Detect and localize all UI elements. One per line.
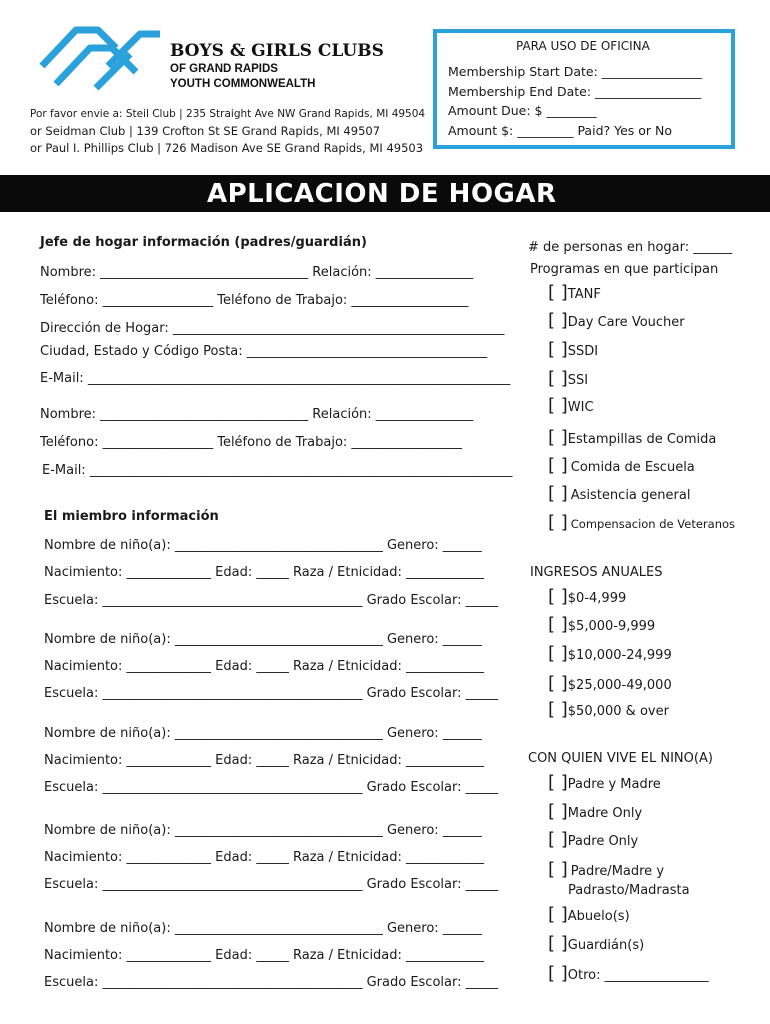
income-option-25000-49000[interactable]: [ ]$25,000-49,000 (548, 673, 672, 694)
program-checkbox-veterans[interactable]: [ ] Compensacion de Veteranos (548, 512, 736, 533)
address-line-2: or Seidman Club | 139 Crofton St SE Grand Rapids, MI 49507 (30, 124, 381, 138)
membership-end-field[interactable]: Membership End Date: _________________ (448, 84, 702, 99)
lives-with-heading: CON QUIEN VIVE EL NINO(A) (528, 751, 713, 766)
club-subtitle-1: OF GRAND RAPIDS (170, 63, 278, 75)
hoh-name-line-2[interactable]: Nombre: ________________________________ Relación: _______________ (40, 407, 474, 422)
child-birth-line[interactable]: Nacimiento: _____________ Edad: _____ Raza / Etnicidad: ____________ (44, 850, 485, 865)
lives-option-guardians[interactable]: [ ]Guardián(s) (548, 933, 645, 954)
program-checkbox-tanf[interactable]: [ ]TANF (548, 282, 601, 303)
child-birth-line[interactable]: Nacimiento: _____________ Edad: _____ Raza / Etnicidad: ____________ (44, 948, 485, 963)
program-checkbox-wic[interactable]: [ ]WIC (548, 395, 594, 416)
membership-start-field[interactable]: Membership Start Date: ________________ (448, 64, 702, 79)
address-line-3: or Paul I. Phillips Club | 726 Madison Ave SE Grand Rapids, MI 49503 (30, 141, 424, 155)
child-birth-line[interactable]: Nacimiento: _____________ Edad: _____ Raza / Etnicidad: ____________ (44, 565, 485, 580)
hoh-email-line[interactable]: E-Mail: _________________________________________________________________ (40, 371, 511, 386)
income-heading: INGRESOS ANUALES (530, 565, 663, 580)
child-name-line[interactable]: Nombre de niño(a): ________________________________ Genero: ______ (44, 823, 482, 838)
program-checkbox-general-assistance[interactable]: [ ] Asistencia general (548, 483, 691, 504)
hoh-phone-line-2[interactable]: Teléfono: _________________ Teléfono de Trabajo: _________________ (40, 435, 462, 450)
child-name-line[interactable]: Nombre de niño(a): ________________________________ Genero: ______ (44, 538, 482, 553)
child-name-line[interactable]: Nombre de niño(a): ________________________________ Genero: ______ (44, 726, 482, 741)
lives-option-stepparent[interactable]: [ ] Padre/Madre y (548, 859, 665, 880)
program-checkbox-ssi[interactable]: [ ]SSI (548, 368, 589, 389)
members-heading: El miembro información (44, 509, 219, 524)
page-title: APLICACION DE HOGAR (207, 179, 557, 209)
head-of-household-heading: Jefe de hogar información (padres/guardián) (40, 235, 367, 250)
hoh-city-line[interactable]: Ciudad, Estado y Código Posta: _____________________________________ (40, 344, 488, 359)
child-school-line[interactable]: Escuela: ________________________________________ Grado Escolar: _____ (44, 593, 499, 608)
lives-option-grandparents[interactable]: [ ]Abuelo(s) (548, 904, 630, 925)
child-school-line[interactable]: Escuela: ________________________________________ Grado Escolar: _____ (44, 975, 499, 990)
lives-option-father-only[interactable]: [ ]Padre Only (548, 829, 639, 850)
lives-option-both-parents[interactable]: [ ]Padre y Madre (548, 772, 661, 793)
persons-in-household-field[interactable]: # de personas en hogar: ______ (528, 240, 733, 255)
club-name: BOYS & GIRLS CLUBS (170, 41, 384, 61)
lives-option-stepparent-cont: Padrasto/Madrasta (568, 883, 690, 898)
hoh-address-line[interactable]: Dirección de Hogar: ___________________________________________________ (40, 321, 505, 336)
lives-option-mother-only[interactable]: [ ]Madre Only (548, 801, 643, 822)
child-birth-line[interactable]: Nacimiento: _____________ Edad: _____ Raza / Etnicidad: ____________ (44, 753, 485, 768)
income-option-10000-24999[interactable]: [ ]$10,000-24,999 (548, 643, 672, 664)
office-title: PARA USO DE OFICINA (516, 39, 650, 53)
child-name-line[interactable]: Nombre de niño(a): ________________________________ Genero: ______ (44, 921, 482, 936)
club-logo (36, 22, 166, 96)
child-birth-line[interactable]: Nacimiento: _____________ Edad: _____ Raza / Etnicidad: ____________ (44, 659, 485, 674)
income-option-0-4999[interactable]: [ ]$0-4,999 (548, 586, 627, 607)
amount-paid-field[interactable]: Amount $: _________ Paid? Yes or No (448, 123, 673, 138)
address-line-1: Por favor envie a: Steil Club | 235 Straight Ave NW Grand Rapids, MI 49504 (30, 108, 426, 120)
program-checkbox-ssdi[interactable]: [ ]SSDI (548, 339, 599, 360)
income-option-5000-9999[interactable]: [ ]$5,000-9,999 (548, 614, 656, 635)
hoh-name-line[interactable]: Nombre: ________________________________ Relación: _______________ (40, 265, 474, 280)
program-checkbox-school-meals[interactable]: [ ] Comida de Escuela (548, 455, 695, 476)
child-school-line[interactable]: Escuela: ________________________________________ Grado Escolar: _____ (44, 686, 499, 701)
child-school-line[interactable]: Escuela: ________________________________________ Grado Escolar: _____ (44, 877, 499, 892)
child-school-line[interactable]: Escuela: ________________________________________ Grado Escolar: _____ (44, 780, 499, 795)
hoh-phone-line[interactable]: Teléfono: _________________ Teléfono de Trabajo: __________________ (40, 293, 469, 308)
hoh-email-line-2[interactable]: E-Mail: _________________________________________________________________ (42, 463, 513, 478)
program-checkbox-daycare[interactable]: [ ]Day Care Voucher (548, 310, 685, 331)
child-name-line[interactable]: Nombre de niño(a): ________________________________ Genero: ______ (44, 632, 482, 647)
amount-due-field[interactable]: Amount Due: $ ________ (448, 103, 597, 118)
hands-logo-icon (36, 22, 166, 96)
programs-heading: Programas en que participan (530, 262, 719, 277)
program-checkbox-food-stamps[interactable]: [ ]Estampillas de Comida (548, 427, 717, 448)
lives-option-other[interactable]: [ ]Otro: ________________ (548, 963, 709, 984)
income-option-50000-over[interactable]: [ ]$50,000 & over (548, 699, 669, 720)
club-subtitle-2: YOUTH COMMONWEALTH (170, 78, 316, 90)
